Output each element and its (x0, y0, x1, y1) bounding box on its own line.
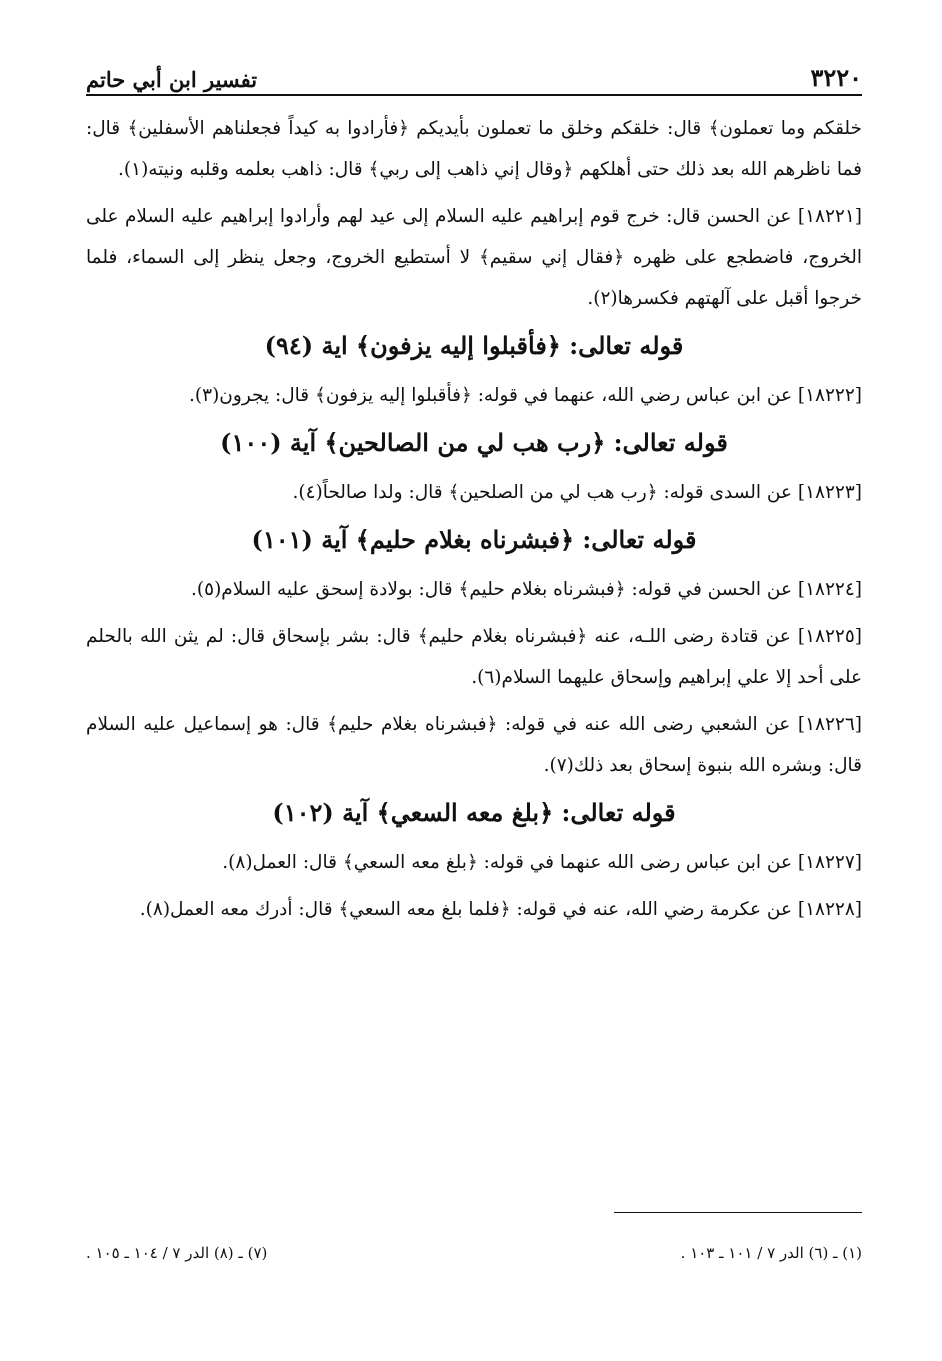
page (86, 52, 862, 1312)
verse-heading-101: قوله تعالى: ﴿فبشرناه بغلام حليم﴾ آية (١٠١) (251, 525, 697, 554)
page-header (86, 52, 862, 96)
running-title: تفسير ابن أبي حاتم (86, 67, 258, 92)
paragraph-18224: [١٨٢٢٤] عن الحسن في قوله: ﴿فبشرناه بغلام حليم﴾ قال: بولادة إسحق عليه السلام(٥). (191, 579, 862, 600)
paragraph-18227: [١٨٢٢٧] عن ابن عباس رضى الله عنهما في قوله: ﴿بلغ معه السعي﴾ قال: العمل(٨). (222, 852, 862, 873)
paragraph-18226: [١٨٢٢٦] عن الشعبي رضى الله عنه في قوله: ﴿فبشرناه بغلام حليم﴾ قال: هو إسماعيل عليه السلام قال: وبشره الله بنبوة إسحاق بعد ذلك(٧). (86, 714, 862, 776)
paragraph-18221: [١٨٢٢١] عن الحسن قال: خرج قوم إبراهيم عليه السلام إلى عيد لهم وأرادوا إبراهيم عليه السلام على الخروج، فاضطجع على ظهره ﴿فقال إني سقيم﴾ لا أستطيع الخروج، وجعل ينظر إلى السماء، فلما خرجوا أقبل على آلهتهم فكسرها(٢). (86, 206, 862, 309)
paragraph-continuation: خلقكم وما تعملون﴾ قال: خلقكم وخلق ما تعملون بأيديكم ﴿فأرادوا به كيداً فجعلناهم الأسفلين﴾ قال: فما ناظرهم الله بعد ذلك حتى أهلكهم ﴿وقال إني ذاهب إلى ربي﴾ قال: ذاهب بعلمه وقلبه ونيته(١). (86, 118, 862, 180)
paragraph-18223: [١٨٢٢٣] عن السدى قوله: ﴿رب هب لي من الصلحين﴾ قال: ولدا صالحاً(٤). (292, 482, 862, 503)
footnotes (86, 1244, 862, 1262)
page-body (86, 108, 862, 930)
verse-heading-100: قوله تعالى: ﴿رب هب لي من الصالحين﴾ آية (١٠٠) (220, 428, 728, 457)
verse-heading-94: قوله تعالى: ﴿فأقبلوا إليه يزفون﴾ اية (٩٤) (264, 331, 684, 360)
paragraph-18228: [١٨٢٢٨] عن عكرمة رضي الله، عنه في قوله: ﴿فلما بلغ معه السعي﴾ قال: أدرك معه العمل(٨). (139, 899, 862, 920)
footnote-right: (١) ـ (٦) الدر ٧ / ١٠١ ـ ١٠٣ . (680, 1244, 862, 1262)
paragraph-18225: [١٨٢٢٥] عن قتادة رضى اللـه، عنه ﴿فبشرناه بغلام حليم﴾ قال: بشر بإسحاق قال: لم يثن الله بالحلم على أحد إلا علي إبراهيم وإسحاق عليهما السلام(٦). (86, 626, 862, 688)
verse-heading-102: قوله تعالى: ﴿بلغ معه السعي﴾ آية (١٠٢) (272, 798, 676, 827)
page-number: ٣٢٢٠ (810, 63, 862, 92)
footnote-left: (٧) ـ (٨) الدر ٧ / ١٠٤ ـ ١٠٥ . (86, 1244, 268, 1262)
footnote-divider (614, 1212, 862, 1213)
paragraph-18222: [١٨٢٢٢] عن ابن عباس رضي الله، عنهما في قوله: ﴿فأقبلوا إليه يزفون﴾ قال: يجرون(٣). (189, 385, 862, 406)
